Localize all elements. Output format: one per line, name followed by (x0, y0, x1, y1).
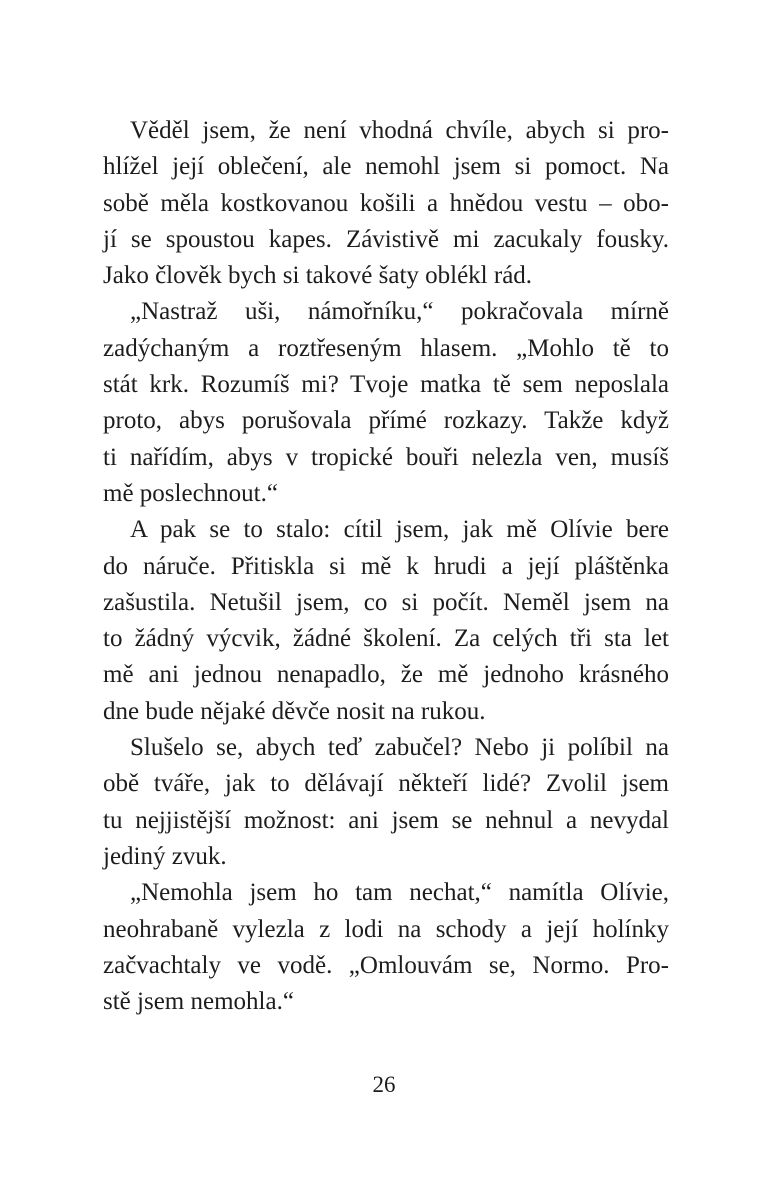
paragraph-1 (103, 113, 669, 294)
text-line: A pak se to stalo: cítil jsem, jak mě Olívie bere (130, 516, 669, 544)
text-line: to žádný výcvik, žádné školení. Za celých tři sta let (103, 625, 669, 653)
text-line: mě ani jednou nenapadlo, že mě jednoho krásného (103, 661, 669, 689)
paragraph-5 (103, 875, 669, 1020)
text-line: začvachtaly ve vodě. „Omlouvám se, Normo. Pro- (103, 951, 669, 979)
paragraph-3 (103, 512, 669, 730)
text-line: ti nařídím, abys v tropické bouři nelezla ven, musíš (103, 443, 669, 471)
text-line: proto, abys porušovala přímé rozkazy. Takže když (103, 407, 669, 435)
page-number: 26 (372, 1072, 396, 1097)
text-line: hlížel její oblečení, ale nemohl jsem si pomoct. Na (103, 153, 669, 181)
text-line: neohrabaně vylezla z lodi na schody a její holínky (103, 915, 669, 943)
body-text (103, 113, 669, 1020)
text-line: stát krk. Rozumíš mi? Tvoje matka tě sem neposlala (103, 371, 669, 399)
text-line: mě poslechnout.“ (103, 479, 278, 507)
paragraph-2 (103, 294, 669, 512)
text-line: stě jsem nemohla.“ (103, 988, 294, 1016)
paragraph-4 (103, 730, 669, 875)
text-line: „Nastraž uši, námořníku,“ pokračovala mírně (130, 298, 669, 326)
text-line: „Nemohla jsem ho tam nechat,“ namítla Olívie, (130, 879, 669, 907)
text-line: Slušelo se, abych teď zabučel? Nebo ji políbil na (130, 734, 669, 762)
text-line: dne bude nějaké děvče nosit na rukou. (103, 697, 486, 725)
text-line: zašustila. Netušil jsem, co si počít. Neměl jsem na (103, 588, 669, 616)
text-line: sobě měla kostkovanou košili a hnědou vestu – obo- (103, 189, 669, 217)
text-line: Věděl jsem, že není vhodná chvíle, abych si pro- (130, 117, 669, 144)
text-line: jediný zvuk. (103, 842, 227, 870)
text-line: do náruče. Přitiskla si mě k hrudi a její pláštěnka (103, 552, 669, 580)
text-line: jí se spoustou kapes. Závistivě mi zacukaly fousky. (103, 225, 669, 253)
text-line: tu nejjistější možnost: ani jsem se nehnul a nevydal (103, 806, 669, 834)
text-line: obě tváře, jak to dělávají někteří lidé? Zvolil jsem (103, 770, 669, 798)
text-line: zadýchaným a roztřeseným hlasem. „Mohlo tě to (103, 334, 669, 362)
text-line: Jako člověk bych si takové šaty oblékl rád. (103, 262, 533, 290)
